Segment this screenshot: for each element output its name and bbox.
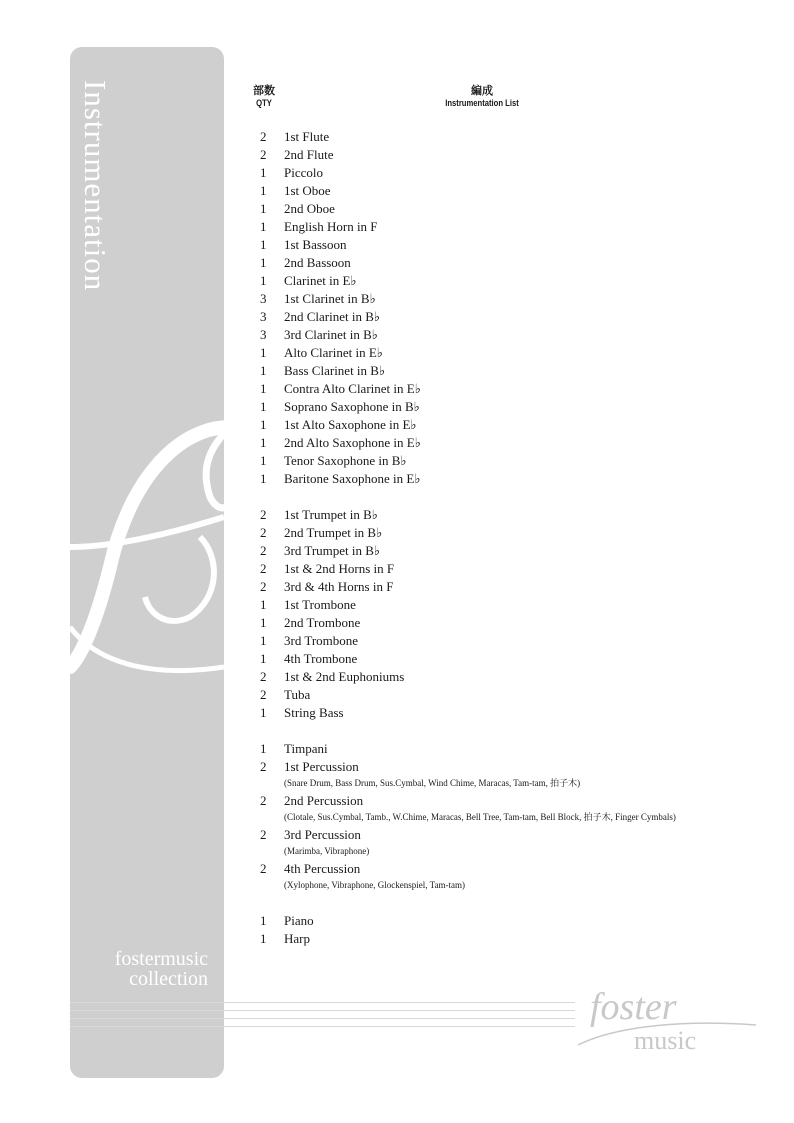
instrument-row: [252, 560, 772, 578]
instrument-name: 2nd Clarinet in B♭: [284, 309, 381, 324]
instrument-name: 1st Oboe: [284, 183, 331, 198]
instrument-name: Alto Clarinet in E♭: [284, 345, 383, 360]
instrument-qty: 2: [260, 543, 267, 558]
instrument-group: [252, 506, 772, 722]
list-item: [252, 912, 772, 930]
instrument-row: [252, 524, 772, 542]
instrument-row: [252, 632, 772, 650]
instrument-name: Baritone Saxophone in E♭: [284, 471, 421, 486]
instrument-qty: 1: [260, 201, 267, 216]
list-item: [252, 344, 772, 362]
instrument-qty: 2: [260, 525, 267, 540]
list-item: [252, 470, 772, 488]
list-item: [252, 128, 772, 146]
list-item: [252, 792, 772, 826]
list-item: [252, 560, 772, 578]
list-item: [252, 398, 772, 416]
instrument-name: 3rd Trombone: [284, 633, 359, 648]
staff-line: [70, 1026, 575, 1027]
instrument-qty: 2: [260, 147, 267, 162]
instrument-row: [252, 254, 772, 272]
list-header-cn: 編成: [471, 85, 493, 97]
instrument-note: (Marimba, Vibraphone): [284, 846, 370, 856]
fostermusic-emblem-icon: [70, 387, 224, 687]
collection-label: [115, 949, 208, 989]
instrumentation-list: [252, 128, 772, 966]
list-item: [252, 740, 772, 758]
instrument-row: [252, 182, 772, 200]
instrument-row: [252, 826, 772, 844]
list-item: [252, 182, 772, 200]
instrument-qty: 2: [260, 759, 267, 774]
instrument-qty: 2: [260, 579, 267, 594]
instrument-name: 2nd Flute: [284, 147, 334, 162]
instrument-row: [252, 218, 772, 236]
instrument-name: Tenor Saxophone in B♭: [284, 453, 407, 468]
list-item: [252, 668, 772, 686]
instrument-name: 1st Bassoon: [284, 237, 347, 252]
list-item: [252, 416, 772, 434]
list-item: [252, 758, 772, 792]
instrument-qty: 1: [260, 453, 267, 468]
instrument-name: 3rd Trumpet in B♭: [284, 543, 381, 558]
instrument-row: [252, 128, 772, 146]
list-item: [252, 146, 772, 164]
instrument-name: 3rd Percussion: [284, 827, 361, 842]
list-item: [252, 542, 772, 560]
instrument-name: 2nd Bassoon: [284, 255, 351, 270]
instrument-qty: 3: [260, 327, 267, 342]
instrument-qty: 2: [260, 861, 267, 876]
instrument-row: [252, 930, 772, 948]
instrument-row: [252, 596, 772, 614]
instrument-name: 1st Alto Saxophone in E♭: [284, 417, 417, 432]
instrument-name: English Horn in F: [284, 219, 378, 234]
instrument-note: (Clotale, Sus.Cymbal, Tamb., W.Chime, Maracas, Bell Tree, Tam-tam, Bell Block, 拍子木, Finger Cymbals): [284, 812, 676, 822]
instrument-note: (Xylophone, Vibraphone, Glockenspiel, Tam-tam): [284, 880, 465, 890]
list-item: [252, 524, 772, 542]
staff-line: [70, 1018, 575, 1019]
instrument-qty: 1: [260, 255, 267, 270]
instrument-row: [252, 380, 772, 398]
instrument-row: [252, 470, 772, 488]
instrument-name: Contra Alto Clarinet in E♭: [284, 381, 421, 396]
list-item: [252, 704, 772, 722]
instrument-qty: 1: [260, 363, 267, 378]
instrument-qty: 1: [260, 219, 267, 234]
list-item: [252, 930, 772, 948]
instrument-name: 1st Trombone: [284, 597, 356, 612]
instrument-name: String Bass: [284, 705, 344, 720]
instrument-row: [252, 740, 772, 758]
instrument-row: [252, 344, 772, 362]
instrument-qty: 1: [260, 741, 267, 756]
sidebar-title: [78, 80, 112, 310]
list-item: [252, 826, 772, 860]
list-item: [252, 614, 772, 632]
instrument-name: 2nd Trombone: [284, 615, 361, 630]
list-item: [252, 686, 772, 704]
instrument-row: [252, 200, 772, 218]
instrument-name: 3rd & 4th Horns in F: [284, 579, 394, 594]
instrument-note: (Snare Drum, Bass Drum, Sus.Cymbal, Wind Chime, Maracas, Tam-tam, 拍子木): [284, 778, 581, 788]
list-item: [252, 362, 772, 380]
instrument-qty: 2: [260, 507, 267, 522]
instrument-qty: 1: [260, 615, 267, 630]
list-item: [252, 308, 772, 326]
qty-header-cn: 部数: [253, 85, 275, 97]
collection-line-1: fostermusic: [114, 948, 208, 970]
instrument-row: [252, 272, 772, 290]
list-item: [252, 578, 772, 596]
instrument-qty: 2: [260, 827, 267, 842]
instrument-name: 1st & 2nd Euphoniums: [284, 669, 405, 684]
instrument-row: [252, 792, 772, 810]
foster-music-logo: [578, 985, 758, 1055]
instrument-qty: 1: [260, 471, 267, 486]
instrument-qty: 1: [260, 597, 267, 612]
instrument-row: [252, 686, 772, 704]
instrument-name: 2nd Alto Saxophone in E♭: [284, 435, 421, 450]
instrument-name: 2nd Percussion: [284, 793, 364, 808]
instrument-name: Timpani: [284, 741, 328, 756]
foster-music-logo-art: [578, 985, 758, 1055]
instrument-row: [252, 542, 772, 560]
staff-line: [70, 1002, 575, 1003]
instrument-group: [252, 128, 772, 488]
collection-line-2: collection: [129, 968, 208, 990]
instrument-name: 1st & 2nd Horns in F: [284, 561, 395, 576]
instrument-row: [252, 506, 772, 524]
instrument-group: [252, 740, 772, 894]
list-item: [252, 596, 772, 614]
instrument-row: [252, 326, 772, 344]
instrument-name: 1st Percussion: [284, 759, 359, 774]
list-header-en: Instrumentation List: [445, 98, 519, 108]
instrument-name: Piccolo: [284, 165, 323, 180]
instrument-name: Soprano Saxophone in B♭: [284, 399, 420, 414]
list-item: [252, 434, 772, 452]
instrument-row: [252, 578, 772, 596]
list-item: [252, 200, 772, 218]
instrument-qty: 1: [260, 417, 267, 432]
instrument-qty: 1: [260, 165, 267, 180]
instrument-row: [252, 416, 772, 434]
instrument-row: [252, 398, 772, 416]
instrument-name: 3rd Clarinet in B♭: [284, 327, 378, 342]
staff-line: [70, 1010, 575, 1011]
instrument-row: [252, 758, 772, 776]
list-item: [252, 860, 772, 894]
instrument-row: [252, 362, 772, 380]
instrument-row: [252, 290, 772, 308]
instrument-row: [252, 704, 772, 722]
list-item: [252, 326, 772, 344]
qty-header: [244, 82, 284, 108]
instrument-name: Bass Clarinet in B♭: [284, 363, 386, 378]
instrument-name: 1st Flute: [284, 129, 330, 144]
instrument-name: 2nd Oboe: [284, 201, 335, 216]
qty-header-en: QTY: [256, 98, 272, 108]
list-item: [252, 506, 772, 524]
instrument-qty: 1: [260, 913, 267, 928]
instrument-qty: 1: [260, 237, 267, 252]
instrument-qty: 2: [260, 669, 267, 684]
instrument-row: [252, 308, 772, 326]
instrument-row: [252, 912, 772, 930]
instrument-name: Piano: [284, 913, 314, 928]
instrument-qty: 1: [260, 399, 267, 414]
instrument-qty: 1: [260, 345, 267, 360]
instrument-qty: 3: [260, 291, 267, 306]
list-item: [252, 218, 772, 236]
instrument-name: 4th Percussion: [284, 861, 361, 876]
list-item: [252, 632, 772, 650]
instrument-row: [252, 860, 772, 878]
instrument-name: 1st Trumpet in B♭: [284, 507, 378, 522]
instrument-qty: 3: [260, 309, 267, 324]
instrument-qty: 1: [260, 435, 267, 450]
instrument-row: [252, 614, 772, 632]
list-item: [252, 254, 772, 272]
instrument-qty: 2: [260, 561, 267, 576]
instrument-qty: 1: [260, 651, 267, 666]
instrument-name: Harp: [284, 931, 310, 946]
list-item: [252, 164, 772, 182]
instrument-name: Tuba: [284, 687, 311, 702]
instrument-row: [252, 452, 772, 470]
instrument-qty: 1: [260, 183, 267, 198]
instrument-row: [252, 236, 772, 254]
instrument-name: 4th Trombone: [284, 651, 358, 666]
list-item: [252, 290, 772, 308]
instrument-row: [252, 164, 772, 182]
list-item: [252, 650, 772, 668]
instrument-row: [252, 146, 772, 164]
brand-line-2: music: [634, 1026, 697, 1055]
instrument-qty: 1: [260, 273, 267, 288]
instrument-qty: 2: [260, 793, 267, 808]
list-item: [252, 380, 772, 398]
instrument-qty: 1: [260, 931, 267, 946]
list-header: [422, 82, 542, 108]
instrument-qty: 1: [260, 633, 267, 648]
list-item: [252, 236, 772, 254]
instrument-row: [252, 434, 772, 452]
instrument-qty: 1: [260, 705, 267, 720]
instrument-group: [252, 912, 772, 948]
sidebar-title-text: Instrumentation: [78, 80, 113, 292]
brand-line-1: foster: [590, 986, 677, 1028]
instrument-row: [252, 668, 772, 686]
instrument-qty: 1: [260, 381, 267, 396]
instrument-name: 1st Clarinet in B♭: [284, 291, 376, 306]
instrument-qty: 2: [260, 687, 267, 702]
list-item: [252, 452, 772, 470]
instrument-qty: 2: [260, 129, 267, 144]
list-item: [252, 272, 772, 290]
instrument-name: Clarinet in E♭: [284, 273, 357, 288]
instrument-row: [252, 650, 772, 668]
instrument-name: 2nd Trumpet in B♭: [284, 525, 383, 540]
